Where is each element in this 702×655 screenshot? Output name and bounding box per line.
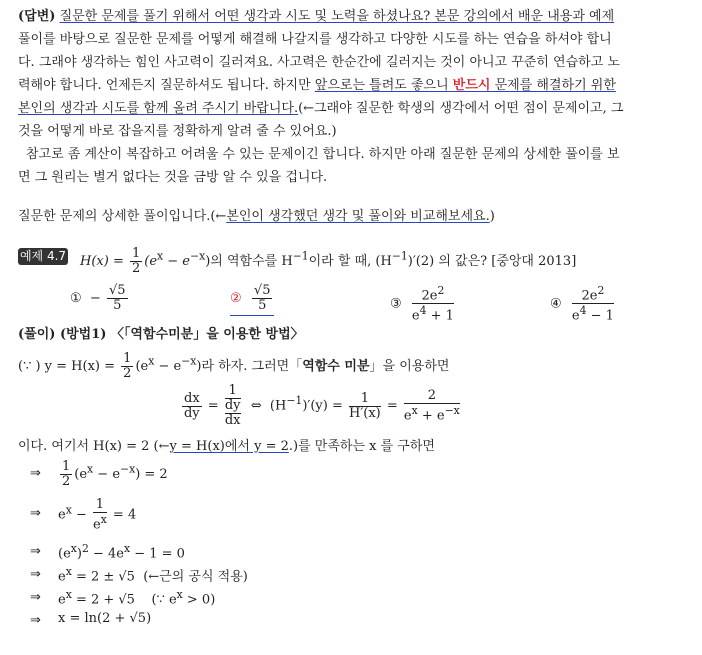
answer-text-9b: 본인이 생각했던 생각 및 풀이와 비교해보세요. — [226, 209, 490, 224]
implies-arrow: ⇒ — [30, 613, 41, 628]
option-4-value: $\frac{2e^2}{e^4 - 1}$ — [571, 284, 614, 324]
step-4-note: (←근의 공식 적용) — [143, 569, 248, 585]
solution-title: (풀이) (방법1) 〈「역함수미분」을 이용한 방법〉 — [18, 327, 304, 342]
since-part: (∵ ) y = H(x) = — [18, 359, 120, 374]
derivative-equation: $\frac{dx}{dy}$ = 1 dy dx ⇔ $(H^{-1})'(y)$ = $\frac{1}{H'(x)}$ = $\frac{2}{e^x + e^{-x}}$ — [183, 383, 460, 428]
option-1-value: $\frac{√5}{5}$ — [108, 283, 126, 313]
answer-line-1 — [18, 8, 614, 26]
stem-part: H(x) = — [80, 254, 128, 269]
since-part: 라 하자. 그러면「 — [201, 359, 303, 374]
option-1-marker: ① — [70, 291, 82, 306]
implies-arrow: ⇒ — [30, 466, 41, 481]
stem-part: 이라 할 때, (H — [308, 254, 392, 269]
step-5-note: (∵ e — [151, 592, 177, 608]
answer-text-4b: 앞으로는 틀려도 좋으니 — [314, 78, 453, 93]
answer-line-4 — [18, 77, 616, 95]
option-3-marker: ③ — [390, 296, 402, 312]
step-3: $(e^x)^2 - 4e^x - 1 = 0$ — [58, 542, 185, 562]
option-4[interactable] — [550, 284, 616, 324]
option-3[interactable] — [390, 284, 456, 324]
step-2: $e^x$ − $\frac{1}{e^x}$ = 4 — [58, 497, 137, 533]
stem-part: )′(2) 의 값은? [중앙대 2013] — [407, 254, 577, 269]
answer-text-4a: 력해야 합니다. 언제든지 질문하셔도 됩니다. 하지만 — [18, 78, 315, 93]
one-over-dydx: 1 dy dx — [224, 383, 241, 428]
answer-text-9a: 질문한 문제의 상세한 풀이입니다.(← — [18, 209, 227, 224]
answer-emphasis: 반드시 — [452, 78, 491, 93]
answer-text-9c: ) — [489, 209, 495, 224]
option-4-marker: ④ — [550, 296, 562, 312]
answer-line-7: 참고로 좀 계산이 복잡하고 어려울 수 있는 문제이긴 합니다. 하지만 아래 질문한 문제의 상세한 풀이를 보 — [26, 147, 620, 162]
answer-text-4c: 문제를 해결하기 위한 — [490, 78, 616, 93]
stem-part: (e — [144, 254, 158, 269]
step-5: $e^x = 2 + √5$ (∵ $e^x > 0$) — [58, 588, 216, 608]
since-bold: 역함수 미분 — [302, 359, 370, 374]
step-1: $\frac{1}{2}$ $(e^x - e^{-x}) = 2$ — [62, 459, 168, 489]
stem-part: − e — [163, 254, 190, 269]
option-3-value: $\frac{2e^2}{e^4 + 1}$ — [411, 284, 454, 324]
solution-mid — [18, 438, 435, 456]
answer-text-5a: 본인의 생각과 시도를 함께 올려 주시기 바랍니다. — [18, 101, 299, 116]
answer-line-9 — [18, 208, 495, 226]
two-over-sum: $\frac{2}{e^x + e^{-x}}$ — [403, 387, 460, 424]
fraction-half: $\frac{1}{2}$ — [131, 246, 141, 276]
since-part: 」을 이용하면 — [369, 359, 450, 374]
dx-dy: $\frac{dx}{dy}$ — [183, 390, 200, 421]
one-over-hprime: $\frac{1}{H'(x)}$ — [348, 390, 381, 421]
answer-line-8: 면 그 원리는 별거 없다는 것을 금방 알 수 있을 겁니다. — [18, 170, 328, 185]
mid-underlined: y = H(x)에서 y = 2 — [169, 439, 289, 454]
solution-since: (∵ ) y = H(x) = $\frac{1}{2}$ $(e^x - e^{-x})$라 하자. 그러면「역함수 미분」을 이용하면 — [18, 351, 450, 381]
option-2[interactable] — [230, 284, 274, 316]
mid-part: 이다. 여기서 H(x) = 2 (← — [18, 439, 170, 454]
answer-label: (답변) — [18, 9, 56, 24]
problem-stem: H(x) = $\frac{1}{2}$ $(e^x - e^{-x})$의 역함수를 $H^{-1}$이라 할 때, $(H^{-1})'(2)$ 의 값은? [중앙대 2013] — [80, 246, 577, 276]
option-1[interactable]: ① − $\frac{√5}{5}$ — [70, 283, 126, 313]
implies-arrow: ⇒ — [30, 544, 41, 559]
answer-line-2: 풀이를 바탕으로 질문한 문제를 어떻게 해결해 나갈지를 생각하고 다양한 시도를 하는 연습을 하셔야 합니 — [18, 32, 612, 47]
step-4: $e^x = 2 \pm √5$ (←근의 공식 적용) — [58, 565, 248, 585]
implies-arrow: ⇒ — [30, 590, 41, 605]
answer-line-3: 다. 그래야 생각하는 힘인 사고력이 길러져요. 사고력은 한순간에 길러지는 것이 아니고 꾸준히 연습하고 노 — [18, 55, 620, 70]
problem-badge: 예제 4.7 — [19, 249, 67, 263]
answer-text-5b: (←그래야 질문한 학생의 생각에서 어떤 점이 문제이고, 그 — [298, 101, 624, 116]
implies-arrow: ⇒ — [30, 567, 41, 582]
option-2-value: $\frac{√5}{5}$ — [253, 283, 271, 313]
step-6: x = ln(2 + √5) — [58, 611, 152, 626]
step-5-note-b: > 0) — [182, 592, 216, 608]
stem-part: )의 역함수를 H — [205, 254, 293, 269]
answer-text-1: 질문한 문제를 풀기 위해서 어떤 생각과 시도 및 노력을 하셨나요? 본문 강의에서 배운 내용과 예제 — [59, 9, 615, 24]
implies-arrow: ⇒ — [30, 506, 41, 521]
answer-line-6: 것을 어떻게 바로 잡을지를 정확하게 알려 줄 수 있어요.) — [18, 124, 337, 139]
fraction-half: $\frac{1}{2}$ — [123, 351, 132, 381]
option-2-marker: ② — [230, 291, 242, 306]
mid-part: .)를 만족하는 x 를 구하면 — [288, 439, 435, 454]
answer-line-5 — [18, 100, 623, 118]
